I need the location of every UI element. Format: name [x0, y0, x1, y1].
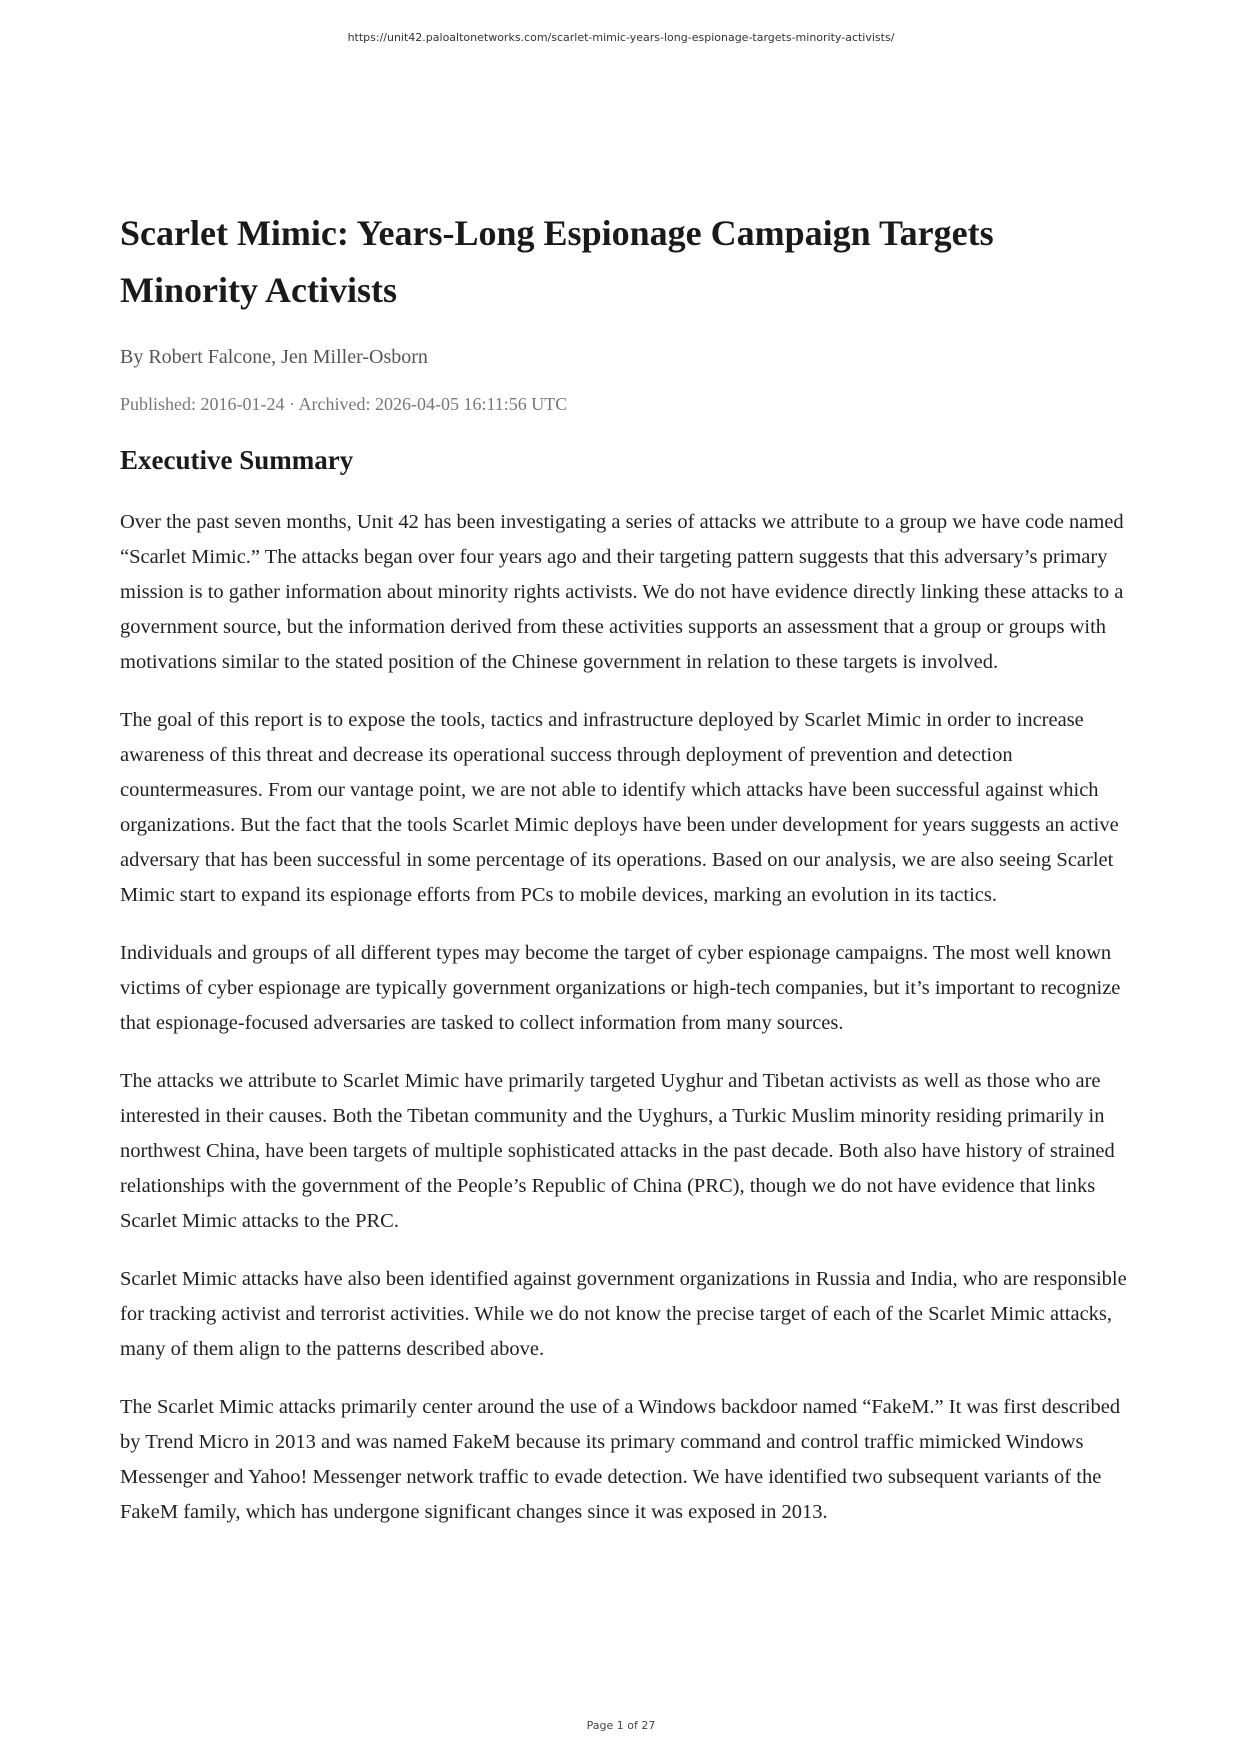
article-byline: By Robert Falcone, Jen Miller-Osborn	[120, 346, 428, 368]
section-heading: Executive Summary	[120, 445, 354, 475]
paragraph: Scarlet Mimic attacks have also been identified against government organizations in Russia and India, who are responsible for tracking activist and terrorist activities. While we do not know the precise target of each of the Scarlet Mimic attacks, many of them align to the patterns described above.	[120, 1268, 1127, 1360]
article	[120, 205, 1130, 1530]
paragraph: Individuals and groups of all different types may become the target of cyber espionage campaigns. The most well known victims of cyber espionage are typically government organizations or high-tech companies, but it’s important to recognize that espionage-focused adversaries are tasked to collect information from many sources.	[120, 942, 1121, 1034]
page-url: https://unit42.paloaltonetworks.com/scarlet-mimic-years-long-espionage-targets-minority-activists/	[347, 31, 895, 44]
article-title: Scarlet Mimic: Years-Long Espionage Campaign Targets Minority Activists	[120, 213, 994, 310]
paragraph: The Scarlet Mimic attacks primarily center around the use of a Windows backdoor named “FakeM.” It was first described by Trend Micro in 2013 and was named FakeM because its primary command and control traffic mimicked Windows Messenger and Yahoo! Messenger network traffic to evade detection. We have identified two subsequent variants of the FakeM family, which has undergone significant changes since it was exposed in 2013.	[120, 1396, 1121, 1523]
paragraph: Over the past seven months, Unit 42 has been investigating a series of attacks we attribute to a group we have code named “Scarlet Mimic.” The attacks began over four years ago and their targeting pattern suggests that this adversary’s primary mission is to gather information about minority rights activists. We do not have evidence directly linking these attacks to a government source, but the information derived from these activities supports an assessment that a group or groups with motivations similar to the stated position of the Chinese government in relation to these targets is involved.	[120, 511, 1124, 673]
paragraph: The goal of this report is to expose the tools, tactics and infrastructure deployed by Scarlet Mimic in order to increase awareness of this threat and decrease its operational success through deployment of prevention and detection countermeasures. From our vantage point, we are not able to identify which attacks have been successful against which organizations. But the fact that the tools Scarlet Mimic deploys have been under development for years suggests an active adversary that has been successful in some percentage of its operations. Based on our analysis, we are also seeing Scarlet Mimic start to expand its espionage efforts from PCs to mobile devices, marking an evolution in its tactics.	[120, 709, 1119, 906]
paragraph: The attacks we attribute to Scarlet Mimic have primarily targeted Uyghur and Tibetan activists as well as those who are interested in their causes. Both the Tibetan community and the Uyghurs, a Turkic Muslim minority residing primarily in northwest China, have been targets of multiple sophisticated attacks in the past decade. Both also have history of strained relationships with the government of the People’s Republic of China (PRC), though we do not have evidence that links Scarlet Mimic attacks to the PRC.	[120, 1070, 1115, 1232]
page-number: Page 1 of 27	[586, 1719, 656, 1732]
article-meta: Published: 2016-01-24 · Archived: 2026-04-05 16:11:56 UTC	[120, 394, 568, 414]
